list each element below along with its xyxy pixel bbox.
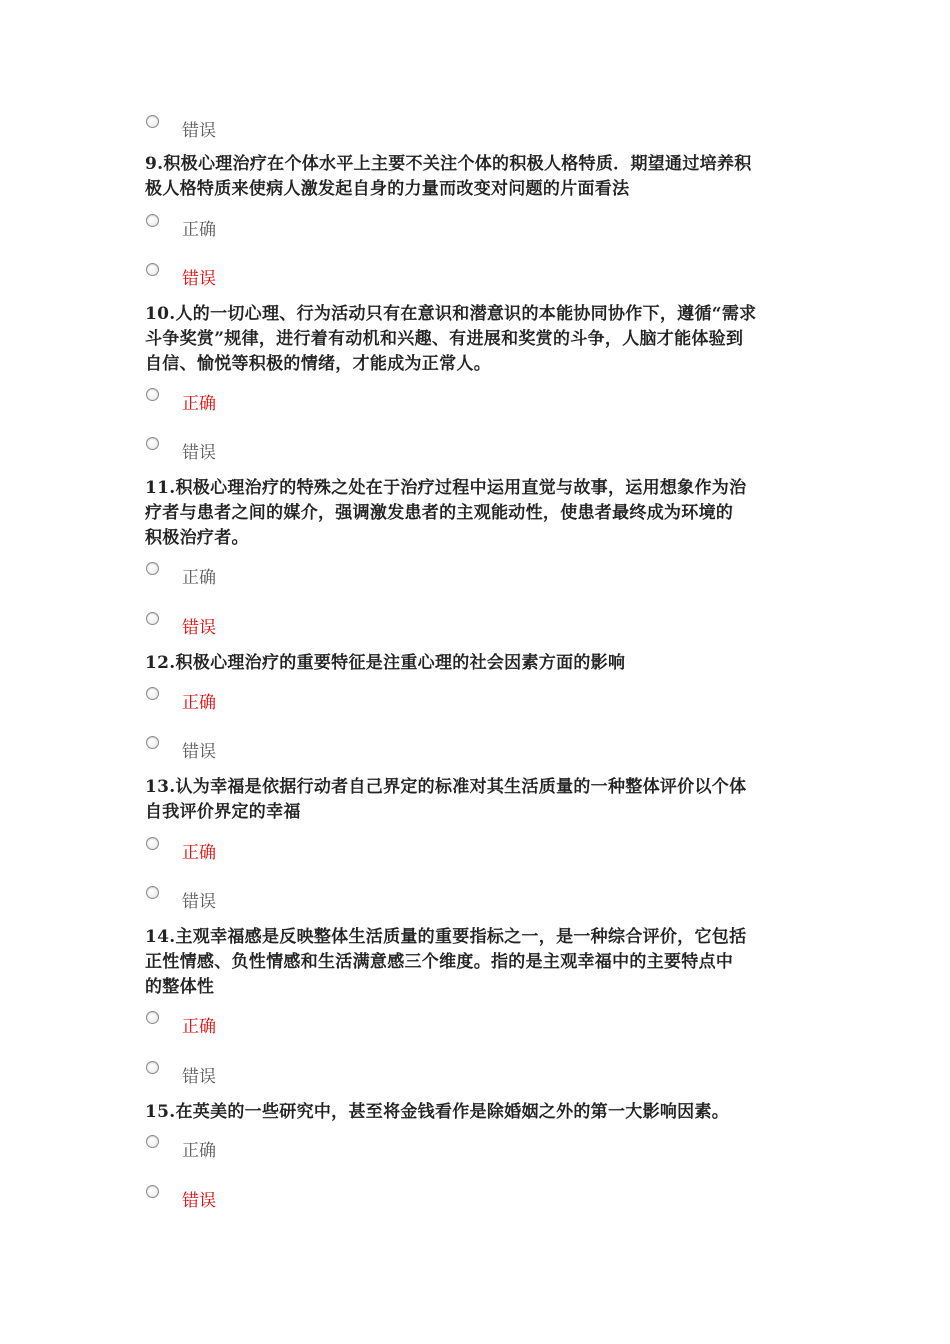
radio-button[interactable] — [146, 886, 159, 899]
option-label: 错误 — [182, 443, 216, 463]
option-label: 正确 — [182, 568, 216, 588]
question-line: 自信、愉悦等积极的情绪，才能成为正常人。 — [145, 354, 491, 374]
answer-option[interactable] — [146, 117, 216, 143]
question-line: 11.积极心理治疗的特殊之处在于治疗过程中运用直觉与故事，运用想象作为治 — [145, 478, 747, 498]
answer-option[interactable] — [146, 888, 216, 914]
question-line: 自我评价界定的幸福 — [145, 802, 301, 822]
question-line: 15.在英美的一些研究中，甚至将金钱看作是除婚姻之外的第一大影响因素。 — [145, 1102, 730, 1122]
answer-option[interactable] — [146, 689, 216, 715]
radio-button[interactable] — [146, 115, 159, 128]
radio-button[interactable] — [146, 837, 159, 850]
radio-button[interactable] — [146, 388, 159, 401]
option-label: 错误 — [182, 1067, 216, 1087]
answer-option[interactable] — [146, 1013, 216, 1039]
question-line: 10.人的一切心理、行为活动只有在意识和潜意识的本能协同协作下，遵循“需求 — [145, 304, 757, 324]
option-label: 正确 — [182, 843, 216, 863]
radio-button[interactable] — [146, 1185, 159, 1198]
option-label: 正确 — [182, 1017, 216, 1037]
option-label: 正确 — [182, 1141, 216, 1161]
answer-option[interactable] — [146, 390, 216, 416]
question-line: 9.积极心理治疗在个体水平上主要不关注个体的积极人格特质．期望通过培养积 — [145, 154, 752, 174]
question-line: 极人格特质来使病人激发起自身的力量而改变对问题的片面看法 — [145, 179, 630, 199]
answer-option[interactable] — [146, 439, 216, 465]
radio-button[interactable] — [146, 687, 159, 700]
option-label: 正确 — [182, 394, 216, 414]
question-text — [145, 651, 810, 676]
question-text — [145, 775, 810, 825]
option-label: 错误 — [182, 892, 216, 912]
question-line: 14.主观幸福感是反映整体生活质量的重要指标之一，是一种综合评价，它包括 — [145, 927, 747, 947]
answer-option[interactable] — [146, 1187, 216, 1213]
question-line: 正性情感、负性情感和生活满意感三个维度。指的是主观幸福中的主要特点中 — [145, 952, 734, 972]
option-label: 错误 — [182, 742, 216, 762]
question-text — [145, 302, 810, 377]
radio-button[interactable] — [146, 1135, 159, 1148]
radio-button[interactable] — [146, 263, 159, 276]
option-label: 错误 — [182, 269, 216, 289]
option-label: 错误 — [182, 1191, 216, 1211]
radio-button[interactable] — [146, 562, 159, 575]
radio-button[interactable] — [146, 612, 159, 625]
answer-option[interactable] — [146, 265, 216, 291]
radio-button[interactable] — [146, 1011, 159, 1024]
answer-option[interactable] — [146, 1137, 216, 1163]
question-line: 13.认为幸福是依据行动者自己界定的标准对其生活质量的一种整体评价以个体 — [145, 777, 747, 797]
answer-option[interactable] — [146, 1063, 216, 1089]
question-text — [145, 476, 810, 551]
option-label: 正确 — [182, 220, 216, 240]
answer-option[interactable] — [146, 738, 216, 764]
radio-button[interactable] — [146, 736, 159, 749]
answer-option[interactable] — [146, 216, 216, 242]
question-line: 的整体性 — [145, 977, 215, 997]
option-label: 正确 — [182, 693, 216, 713]
answer-option[interactable] — [146, 839, 216, 865]
question-text — [145, 1100, 810, 1125]
question-line: 斗争奖赏”规律，进行着有动机和兴趣、有进展和奖赏的斗争，人脑才能体验到 — [145, 329, 744, 349]
radio-button[interactable] — [146, 437, 159, 450]
radio-button[interactable] — [146, 1061, 159, 1074]
question-line: 疗者与患者之间的媒介，强调激发患者的主观能动性，使患者最终成为环境的 — [145, 503, 734, 523]
answer-option[interactable] — [146, 614, 216, 640]
answer-option[interactable] — [146, 564, 216, 590]
radio-button[interactable] — [146, 214, 159, 227]
question-line: 12.积极心理治疗的重要特征是注重心理的社会因素方面的影响 — [145, 653, 626, 673]
question-text — [145, 152, 810, 202]
question-line: 积极治疗者。 — [145, 528, 249, 548]
option-label: 错误 — [182, 618, 216, 638]
option-label: 错误 — [182, 121, 216, 141]
question-text — [145, 925, 810, 1000]
